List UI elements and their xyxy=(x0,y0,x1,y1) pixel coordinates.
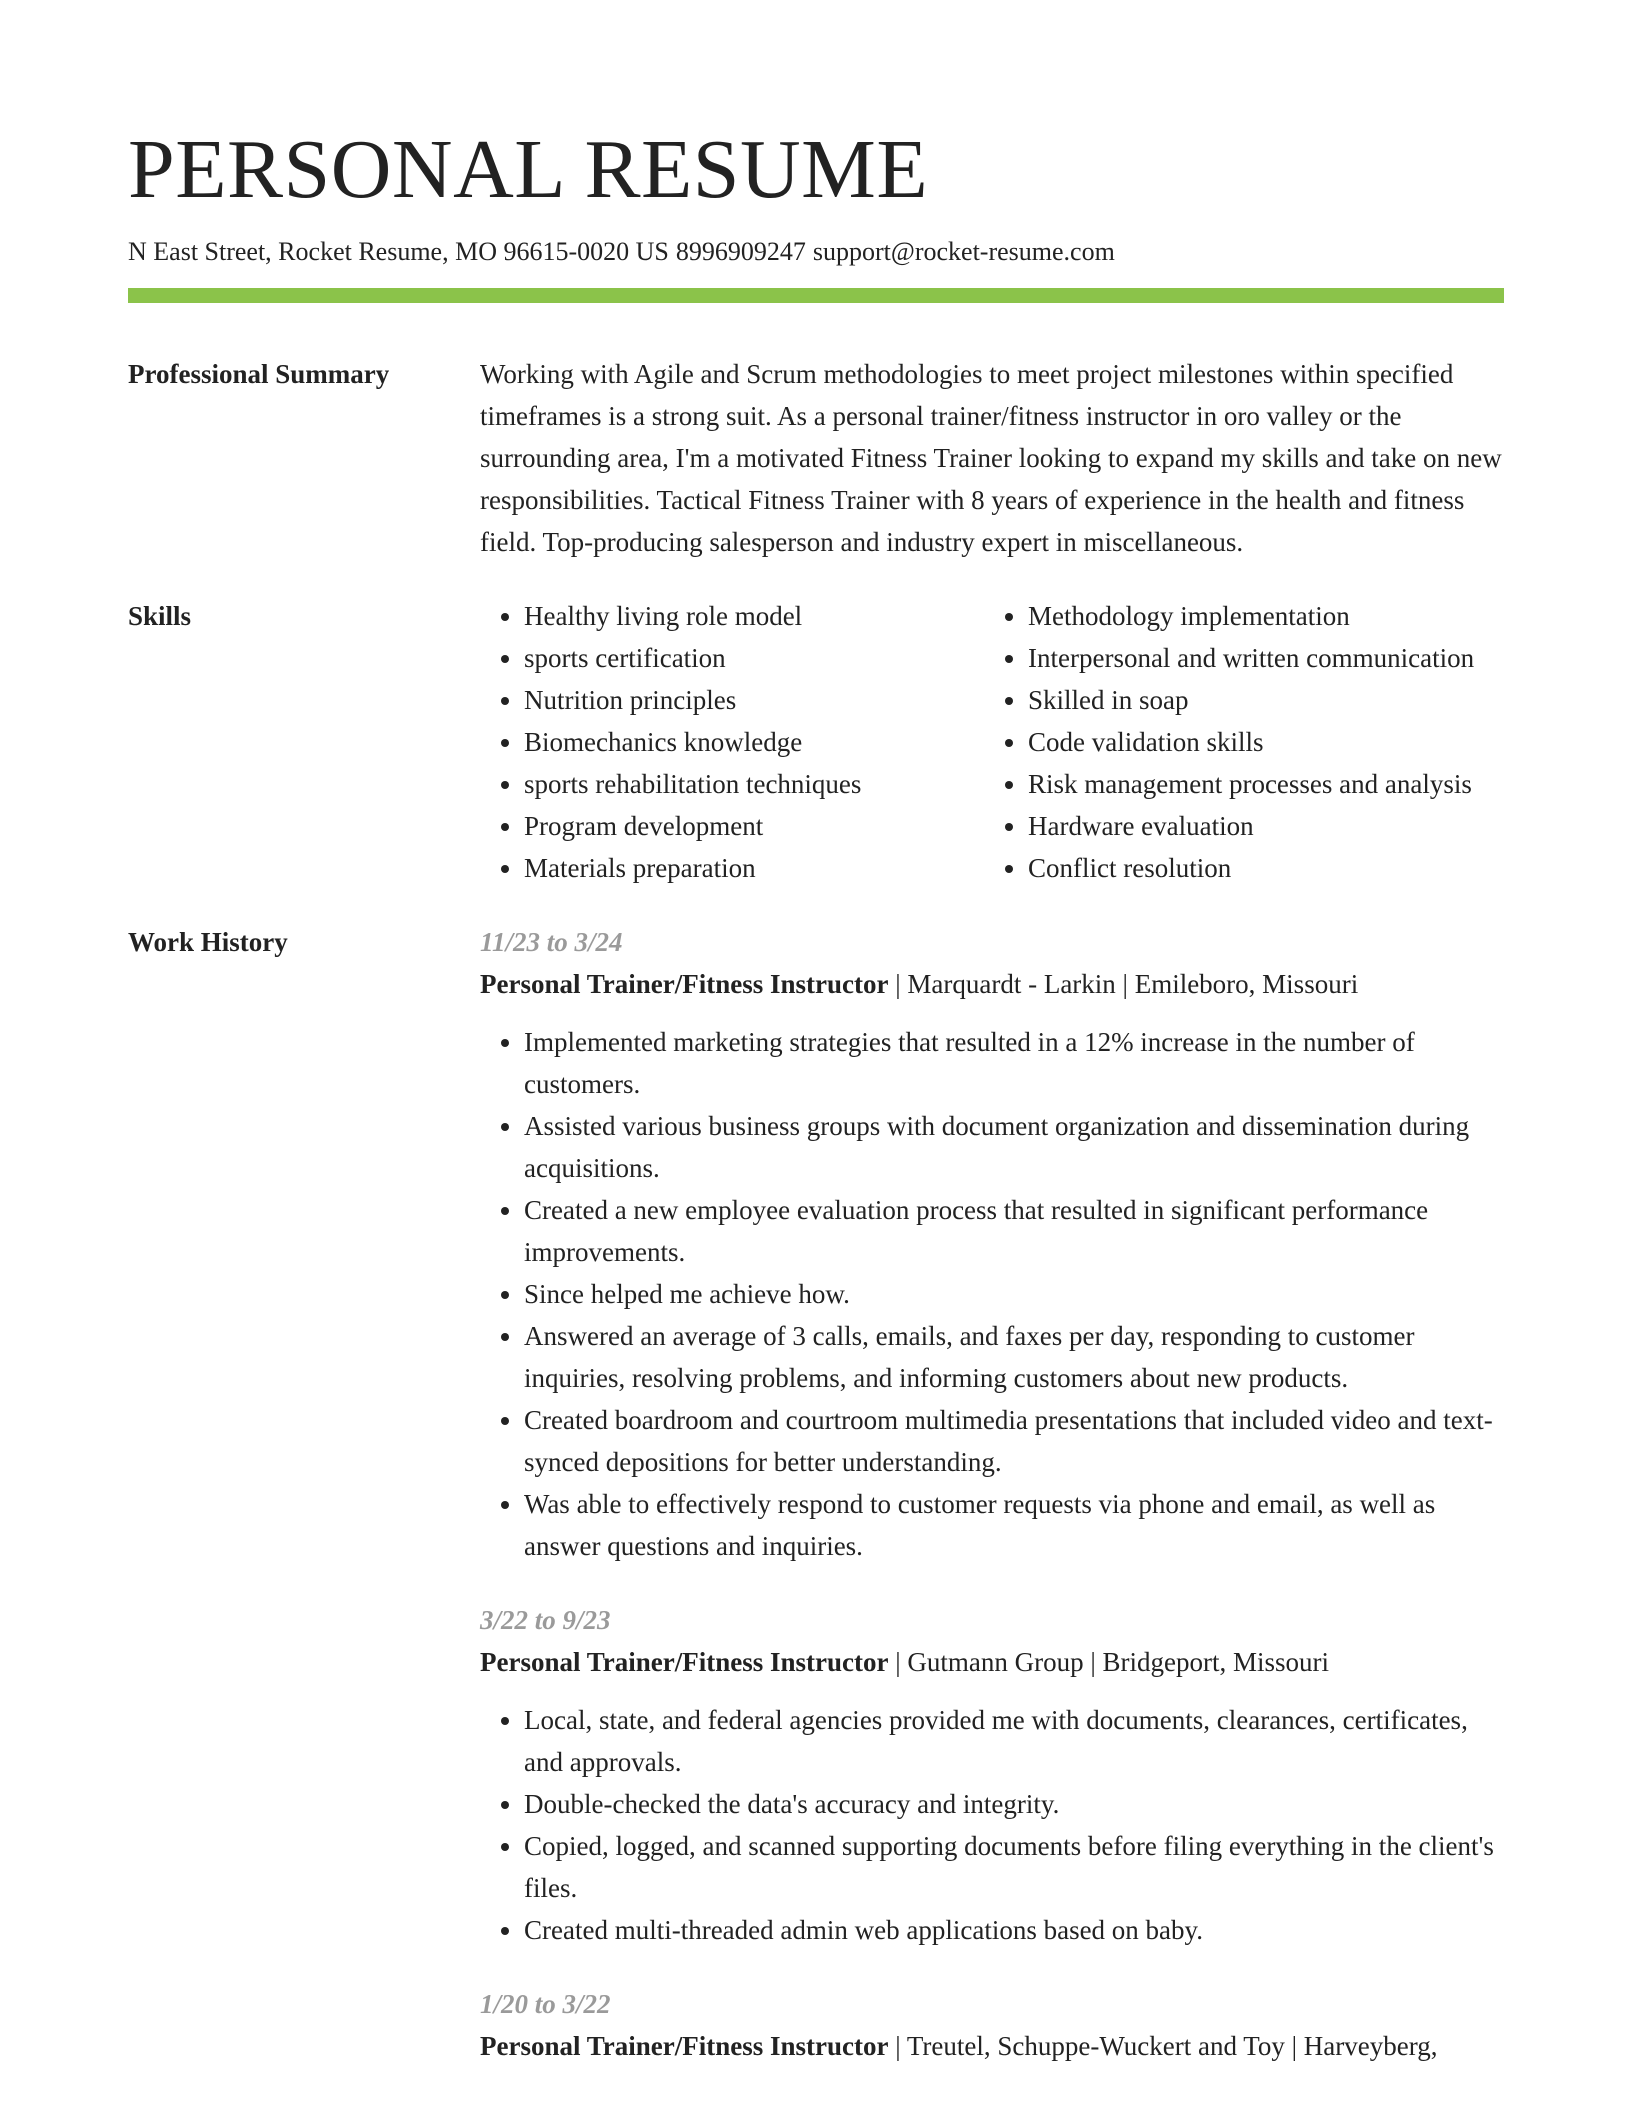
header-divider xyxy=(128,288,1504,303)
section-title-skills: Skills xyxy=(128,601,192,631)
job-entry xyxy=(480,921,1504,1567)
contact-email: support@rocket-resume.com xyxy=(812,237,1115,266)
job-bullet-list xyxy=(480,1021,1504,1567)
job-bullet: • Answered an average of 3 calls, emails, and faxes per day, responding to customer inquiries, resolving problems, and informing customers about new products. xyxy=(524,1315,1504,1399)
job-dates: 11/23 to 3/24 xyxy=(480,927,623,957)
job-entry xyxy=(480,1983,1504,2067)
skill-item: • Methodology implementation xyxy=(1028,595,1504,637)
skills-list-left xyxy=(480,595,984,889)
job-location: Harveyberg, xyxy=(1303,2031,1438,2061)
summary-text: Working with Agile and Scrum methodologies to meet project milestones within specified timeframes is a strong suit. As a personal trainer/fitness instructor in oro valley or the surrounding area, I'm a motivated Fitness Trainer looking to expand my skills and take on new responsibilities. Tactical Fitness Trainer with 8 years of experience in the health and fitness field. Top-producing salesperson and industry expert in miscellaneous. xyxy=(480,359,1502,557)
job-heading: Personal Trainer/Fitness Instructor | Marquardt - Larkin | Emileboro, Missouri xyxy=(480,969,1359,999)
job-location: Emileboro, Missouri xyxy=(1134,969,1359,999)
job-heading: Personal Trainer/Fitness Instructor | Treutel, Schuppe-Wuckert and Toy | Harveyberg, xyxy=(480,2031,1438,2061)
job-bullet: • Was able to effectively respond to customer requests via phone and email, as well as answer questions and inquiries. xyxy=(524,1483,1504,1567)
skill-item: • Materials preparation xyxy=(524,847,984,889)
work-history-section xyxy=(128,921,1504,2067)
job-heading: Personal Trainer/Fitness Instructor | Gutmann Group | Bridgeport, Missouri xyxy=(480,1647,1330,1677)
skill-item: • sports certification xyxy=(524,637,984,679)
job-title: Personal Trainer/Fitness Instructor xyxy=(480,2031,889,2061)
job-company: Gutmann Group xyxy=(907,1647,1084,1677)
page-title: PERSONAL RESUME xyxy=(128,123,929,216)
skill-item: • Code validation skills xyxy=(1028,721,1504,763)
skill-item: • Hardware evaluation xyxy=(1028,805,1504,847)
contact-address: N East Street, Rocket Resume, MO 96615-0020 US xyxy=(128,237,669,266)
job-bullet-list xyxy=(480,1699,1504,1951)
skill-item: • Program development xyxy=(524,805,984,847)
job-dates: 1/20 to 3/22 xyxy=(480,1989,611,2019)
skill-item: • Nutrition principles xyxy=(524,679,984,721)
job-company: Marquardt - Larkin xyxy=(907,969,1116,999)
job-bullet: • Double-checked the data's accuracy and integrity. xyxy=(524,1783,1504,1825)
job-bullet: • Implemented marketing strategies that resulted in a 12% increase in the number of customers. xyxy=(524,1021,1504,1105)
job-title: Personal Trainer/Fitness Instructor xyxy=(480,1647,889,1677)
skill-item: • Healthy living role model xyxy=(524,595,984,637)
job-location: Bridgeport, Missouri xyxy=(1102,1647,1330,1677)
skills-section xyxy=(128,595,1504,889)
skill-item: • Risk management processes and analysis xyxy=(1028,763,1504,805)
job-title: Personal Trainer/Fitness Instructor xyxy=(480,969,889,999)
job-bullet: • Created boardroom and courtroom multimedia presentations that included video and text-synced depositions for better understanding. xyxy=(524,1399,1504,1483)
job-bullet: • Since helped me achieve how. xyxy=(524,1273,1504,1315)
professional-summary-section xyxy=(128,353,1504,563)
contact-phone: 8996909247 xyxy=(675,237,806,266)
job-bullet: • Created multi-threaded admin web applications based on baby. xyxy=(524,1909,1504,1951)
skills-list-right xyxy=(984,595,1504,889)
section-title-work-history: Work History xyxy=(128,927,288,957)
skill-item: • sports rehabilitation techniques xyxy=(524,763,984,805)
resume-page xyxy=(128,0,1504,2067)
skill-item: • Biomechanics knowledge xyxy=(524,721,984,763)
contact-line xyxy=(128,236,1504,268)
job-bullet: • Created a new employee evaluation process that resulted in significant performance improvements. xyxy=(524,1189,1504,1273)
job-bullet: • Local, state, and federal agencies provided me with documents, clearances, certificates, and approvals. xyxy=(524,1699,1504,1783)
job-company: Treutel, Schuppe-Wuckert and Toy xyxy=(906,2031,1285,2061)
skill-item: • Interpersonal and written communication xyxy=(1028,637,1504,679)
job-dates: 3/22 to 9/23 xyxy=(480,1605,611,1635)
job-bullet: • Assisted various business groups with document organization and dissemination during acquisitions. xyxy=(524,1105,1504,1189)
section-title-summary: Professional Summary xyxy=(128,359,390,389)
job-bullet: • Copied, logged, and scanned supporting documents before filing everything in the client's files. xyxy=(524,1825,1504,1909)
skill-item: • Conflict resolution xyxy=(1028,847,1504,889)
skill-item: • Skilled in soap xyxy=(1028,679,1504,721)
job-entry xyxy=(480,1599,1504,1951)
